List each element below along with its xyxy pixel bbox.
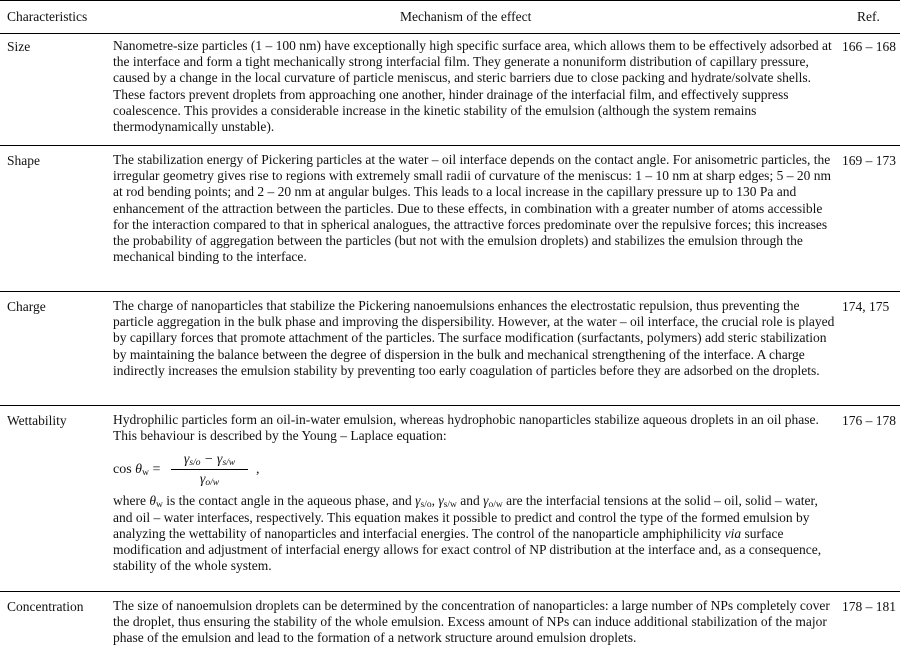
- row-mechanism: [113, 298, 839, 379]
- equation-lhs: $\cos \theta_w$ =: [113, 462, 161, 479]
- row-characteristic: Wettability: [7, 413, 67, 428]
- table-row-charge: [0, 291, 900, 406]
- row-ref: 169 – 173: [842, 153, 896, 168]
- equation-comma: ,: [256, 462, 260, 478]
- young-laplace-equation: [113, 451, 839, 489]
- equation-fraction: [171, 451, 248, 488]
- header-mechanism: Mechanism of the effect: [400, 9, 532, 24]
- equation-denominator: $\gamma_{o/w}$: [199, 472, 220, 489]
- mechanism-text: Nanometre-size particles (1 – 100 nm) have exceptionally high specific surface area, which allows them to be effectively adsorbed at the interface and form a tight mechanically strong interfacial film. They generate a nonuniform distribution of capillary pressure, caused by a change in the local curvature of particle meniscus, and steric barriers due to close packing and hydrate/solvate shells. These factors prevent droplets from approaching one another, hinder drainage of the interfacial film, and effectively suppress coalescence. This provides a considerable increase in the kinetic stability of the emulsion (although the system remains thermodynamically unstable).: [113, 38, 832, 135]
- mechanism-text: The size of nanoemulsion droplets can be determined by the concentration of nanoparticles: a large number of NPs completely cover the droplet, thus ensuring the stability of the whole emulsion. Excess amount of NPs can induce additional stabilization of the major phase of the emulsion and lead to the formation of a network structure around emulsion droplets.: [113, 598, 830, 646]
- equation-numerator: $\gamma_{s/o} - \gamma_{s/w}$: [183, 452, 236, 469]
- fraction-bar: [171, 469, 248, 470]
- row-ref: 166 – 168: [842, 39, 896, 54]
- row-mechanism: [113, 152, 839, 265]
- table-row-concentration: [0, 591, 900, 665]
- row-characteristic: Concentration: [7, 599, 84, 614]
- row-characteristic: Size: [7, 39, 31, 54]
- mechanism-text: The stabilization energy of Pickering particles at the water – oil interface depends on the contact angle. For anisometric particles, the irregular geometry gives rise to regions with extremely small radii of curvature of the meniscus: 1 – 10 nm at sharp edges; 5 – 20 nm at rod bending points; and 2 – 20 nm at angular bulges. This leads to a local increase in the capillary pressure up to 130 Pa and enhancement of the attraction between the particles. Due to these effects, in combination with a greater number of atoms accessible for the interaction compared to that in spherical analogues, the attractive forces predominate over the repulsive forces; this increases the probability of aggregation between the particles (but not with the emulsion droplets) and stabilizes the emulsion through the mechanical binding to the interface.: [113, 152, 831, 265]
- row-characteristic: Charge: [7, 299, 46, 314]
- row-characteristic: Shape: [7, 153, 40, 168]
- header-ref: Ref.: [857, 9, 880, 24]
- row-mechanism: [113, 598, 839, 647]
- mechanism-text: Hydrophilic particles form an oil-in-water emulsion, whereas hydrophobic nanoparticles stabilize aqueous droplets in an oil phase. This behaviour is described by the Young – Laplace equation:: [113, 412, 819, 444]
- header-characteristics: Characteristics: [7, 9, 88, 24]
- table-row-shape: [0, 145, 900, 292]
- table-row-size: [0, 32, 900, 145]
- row-ref: 176 – 178: [842, 413, 896, 428]
- table-header: [0, 0, 900, 34]
- row-ref: 178 – 181: [842, 599, 896, 614]
- mechanism-text: The charge of nanoparticles that stabilize the Pickering nanoemulsions enhances the electrostatic repulsion, thus preventing the particle aggregation in the bulk phase and improving the dispersibility. However, at the water – oil interface, the crucial role is played by capillary forces that promote attachment of the particles. The surface modification (surfactants, polymers) add steric stabilization by maintaining the balance between the degree of dispersion in the bulk and mechanical strengthening of the interface. A charge indirectly increases the emulsion stability by preventing too early coagulation of particles before they are adsorbed on the droplets.: [113, 298, 835, 378]
- row-ref: 174, 175: [842, 299, 890, 314]
- row-mechanism: [113, 412, 839, 574]
- mechanism-text-continued: where $\theta_w$ is the contact angle in the aqueous phase, and $\gamma_{s/o}$, $\gamma_{s/w}$ and $\gamma_{o/w}$ are the interfacial tensions at the solid – oil, solid – water, and oil – water interfaces, respectively. This equation makes it possible to predict and control the type of the formed emulsion by analyzing the wettability of nanoparticles and interfacial energies. The control of the nanoparticle amphiphilicity via surface modification and adjustment of interfacial energy allows for exact control of NP distribution at the interface and, as a consequence, stability of the whole system.: [113, 493, 822, 574]
- table-row-wettability: [0, 405, 900, 592]
- row-mechanism: [113, 38, 839, 135]
